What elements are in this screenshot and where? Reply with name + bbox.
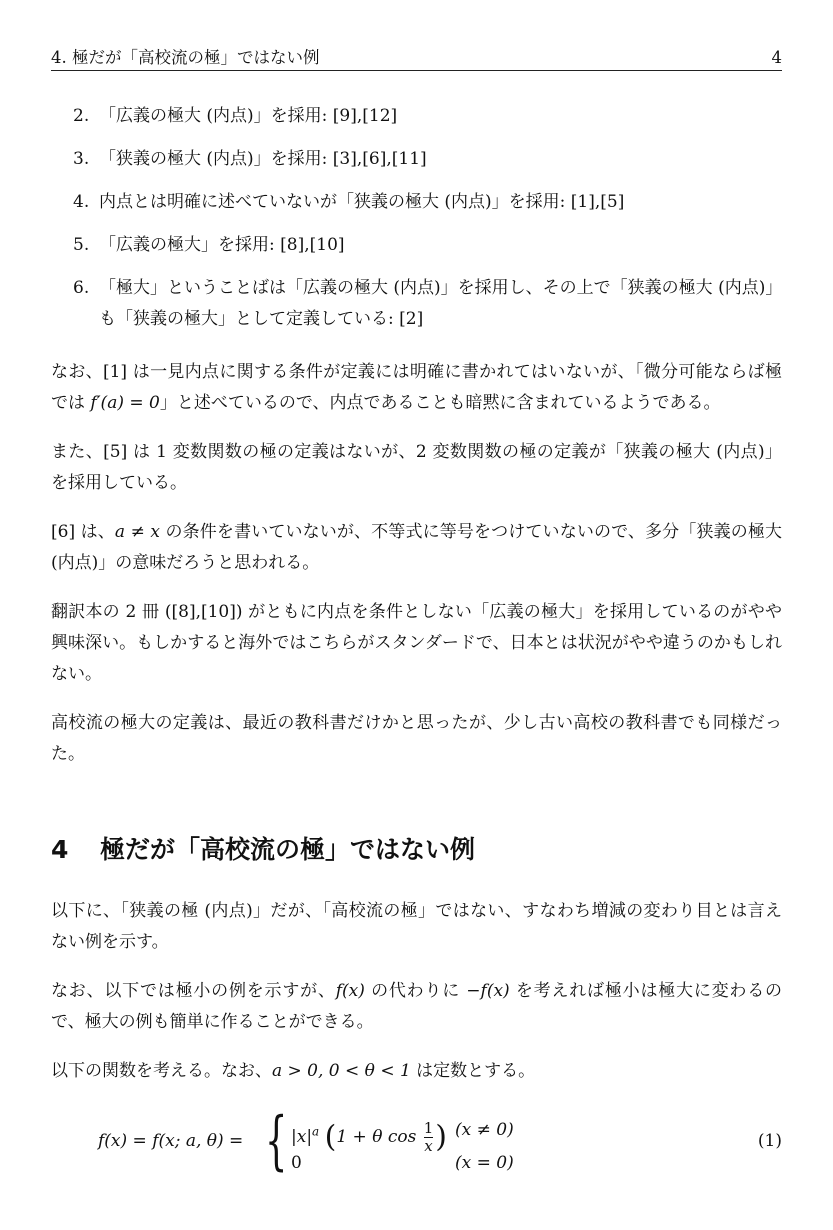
running-header <box>51 48 782 71</box>
list-item-text: 「広義の極大」を採用: [8],[10] <box>99 235 345 255</box>
math-inline: a > 0, 0 < θ < 1 <box>272 1061 411 1081</box>
list-item-text: 内点とは明確に述べていないが「狭義の極大 (内点)」を採用: [1],[5] <box>99 192 625 212</box>
paragraph-text: を考えれば極小は極大に変わるので、極大の例も簡単に作ることができる。 <box>51 981 783 1032</box>
list-item <box>51 230 782 261</box>
left-brace-icon: { <box>265 1104 288 1178</box>
list-item-number: 4. <box>73 192 90 212</box>
equation-case-zero: 0 <box>291 1153 302 1173</box>
math-inline: f′(a) = 0 <box>90 393 160 413</box>
right-paren-icon: ) <box>435 1119 447 1155</box>
paragraph <box>51 1056 782 1087</box>
list-item-number: 6. <box>73 278 90 298</box>
math-exponent: a <box>312 1124 320 1139</box>
paragraph-text: 以下の関数を考える。なお、 <box>51 1061 272 1081</box>
list-item-text: 「広義の極大 (内点)」を採用: [9],[12] <box>99 106 398 126</box>
paragraph <box>51 517 782 579</box>
paragraph-text: なお、[1] は一見内点に関する条件が定義には明確に書かれてはいないが、「微分可能ならば極では <box>51 362 782 413</box>
display-equation <box>51 1104 782 1180</box>
list-item <box>51 187 782 218</box>
left-paren-icon: ( <box>324 1119 337 1155</box>
fraction-numerator: 1 <box>423 1119 434 1137</box>
paragraph-text: は定数とする。 <box>410 1061 536 1081</box>
math-abs: |x| <box>291 1127 313 1147</box>
list-item <box>51 273 782 335</box>
equation-condition-zero: (x = 0) <box>455 1153 514 1173</box>
section-title: 極だが「高校流の極」ではない例 <box>100 835 476 864</box>
list-item-text: 「狭義の極大 (内点)」を採用: [3],[6],[11] <box>99 149 427 169</box>
math-fraction <box>424 1120 434 1155</box>
equation-lhs: f(x) = f(x; a, θ) = <box>98 1131 244 1151</box>
page-number: 4 <box>771 48 782 67</box>
list-item-number: 5. <box>73 235 90 255</box>
list-item-number: 2. <box>73 106 90 126</box>
paragraph: 高校流の極大の定義は、最近の教科書だけかと思ったが、少し古い高校の教科書でも同様だった。 <box>51 713 782 764</box>
paragraph: 翻訳本の 2 冊 ([8],[10]) がともに内点を条件としない「広義の極大」を採用しているのがやや興味深い。もしかすると海外ではこちらがスタンダードで、日本とは状況がやや違うのかもしれない。 <box>51 602 782 684</box>
list-item <box>51 144 782 175</box>
section-number: 4 <box>51 835 69 864</box>
list-item-text: 「極大」ということばは「広義の極大 (内点)」を採用し、その上で「狭義の極大 (内点)」も「狭義の極大」として定義している: [2] <box>99 278 774 329</box>
running-header-title: 4. 極だが「高校流の極」ではない例 <box>51 48 320 67</box>
math-inline: f(x) <box>335 981 365 1001</box>
equation-number: (1) <box>757 1131 782 1151</box>
list-item <box>51 101 782 132</box>
equation-condition-nonzero: (x ≠ 0) <box>455 1120 514 1140</box>
paragraph <box>51 357 782 419</box>
list-item-number: 3. <box>73 149 90 169</box>
paragraph-text: の代わりに <box>364 981 467 1001</box>
paragraph: また、[5] は 1 変数関数の極の定義はないが、2 変数関数の極の定義が「狭義の極大 (内点)」を採用している。 <box>51 442 782 493</box>
fraction-denominator: x <box>424 1137 433 1155</box>
page-body <box>51 48 782 1087</box>
section-heading <box>51 832 782 868</box>
equation-case-nonzero <box>291 1120 447 1155</box>
paragraph: 以下に、「狭義の極 (内点)」だが、「高校流の極」ではない、すなわち増減の変わり目とは言えない例を示す。 <box>51 901 782 952</box>
math-inline: −f(x) <box>466 981 510 1001</box>
paragraph-text: なお、以下では極小の例を示すが、 <box>51 981 336 1001</box>
paragraph-text: [6] は、 <box>51 522 115 542</box>
paragraph <box>51 976 782 1038</box>
paragraph-text: 」と述べているので、内点であることも暗黙に含まれているようである。 <box>159 393 721 413</box>
math-expression: 1 + θ cos <box>336 1127 417 1147</box>
math-inline: a ≠ x <box>114 522 160 542</box>
reference-classification-list <box>51 101 782 335</box>
paragraph-text: の条件を書いていないが、不等式に等号をつけていないので、多分「狭義の極大 (内点)」の意味だろうと思われる。 <box>51 522 783 573</box>
